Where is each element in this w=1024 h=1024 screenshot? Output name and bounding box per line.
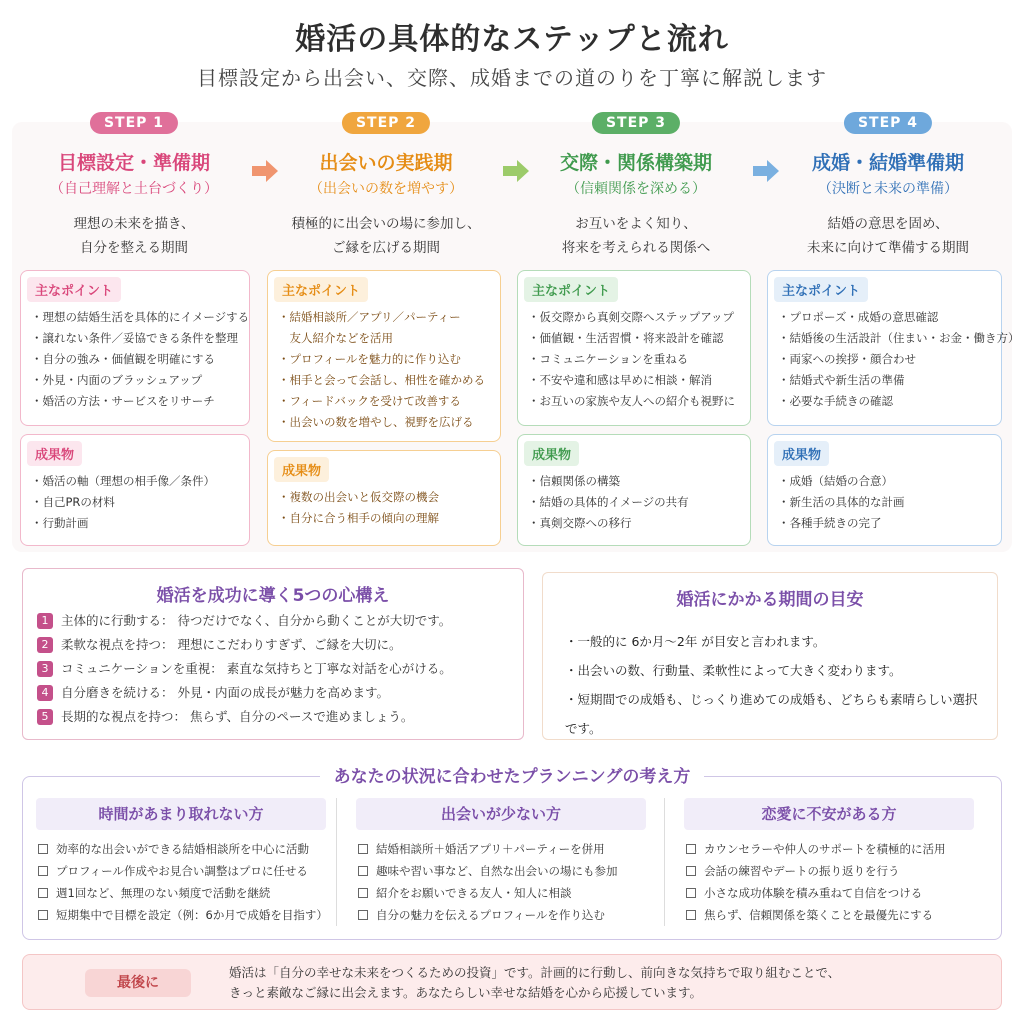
list-item: ・自分の強み・価値観を明確にする (31, 352, 215, 366)
mindset-text: 主体的に行動する： 待つだけでなく、自分から動くことが大切です。 (61, 613, 452, 628)
step-1-description (14, 212, 254, 260)
step-2-title: 出会いの実践期 (319, 152, 453, 174)
list-item: ・お互いの家族や友人への紹介も視野に (528, 394, 735, 408)
list-item (358, 904, 646, 926)
page-title: 婚活の具体的なステップと流れ (295, 22, 729, 57)
list-item (358, 838, 646, 860)
list-item: ・信頼関係の構築 (528, 474, 620, 488)
step-1-points-box (20, 270, 250, 426)
planning-title-text: あなたの状況に合わせたプランニングの考え方 (320, 767, 705, 787)
planning-column-few-encounters (356, 798, 646, 926)
mindset-text: コミュニケーションを重視： 素直な気持ちと丁寧な対話を心がける。 (61, 661, 452, 676)
step-4-badge: STEP 4 (844, 112, 932, 134)
list-item (37, 633, 513, 657)
step-4-points-label: 主なポイント (774, 277, 868, 302)
number-badge: 4 (37, 685, 53, 701)
list-item: ・理想の結婚生活を具体的にイメージする (31, 310, 250, 324)
step-2-subtitle: （出会いの数を増やす） (309, 181, 463, 197)
step-4-points-box (767, 270, 1020, 426)
arrow-right-icon (503, 160, 529, 182)
step-4-results-box (767, 434, 1002, 546)
step-4-subtitle: （決断と未来の準備） (818, 181, 958, 197)
list-item (358, 882, 646, 904)
step-1-results-list (31, 471, 243, 534)
page-subtitle: 目標設定から出会い、交際、成婚までの道のりを丁寧に解説します (197, 66, 827, 90)
list-item (38, 904, 326, 926)
step-2-description (266, 212, 506, 260)
mindset-text: 自分磨きを続ける： 外見・内面の成長が魅力を高めます。 (61, 685, 389, 700)
list-item: ・プロフィールを魅力的に作り込む (278, 352, 461, 366)
checkbox-icon (38, 844, 48, 854)
arrow-right-icon (753, 160, 779, 182)
planning-list (684, 838, 974, 926)
final-line-1: 婚活は「自分の幸せな未来をつくるための投資」です。計画的に行動し、前向きな気持ちで取り組むことで、 (229, 965, 841, 980)
list-item: ・フィードバックを受けて改善する (278, 394, 461, 408)
checkbox-icon (358, 866, 368, 876)
step-3-desc-line2: 将来を考えられる関係へ (561, 240, 711, 256)
step-3-subtitle: （信頼関係を深める） (566, 181, 706, 197)
list-item: ・婚活の軸（理想の相手像／条件） (31, 474, 215, 488)
list-item (37, 705, 513, 729)
plan-text: 結婚相談所＋婚活アプリ＋パーティーを併用 (376, 842, 605, 856)
planning-column-heading: 時間があまり取れない方 (36, 798, 326, 830)
list-item: ・結婚式や新生活の準備 (778, 373, 905, 387)
list-item: ・結婚後の生活設計（住まい・お金・働き方） (778, 331, 1020, 345)
number-badge: 2 (37, 637, 53, 653)
list-item: ・行動計画 (31, 516, 89, 530)
planning-column-heading: 出会いが少ない方 (356, 798, 646, 830)
step-3-description (516, 212, 756, 260)
list-item (686, 904, 974, 926)
list-item: ・必要な手続きの確認 (778, 394, 893, 408)
list-item: ・不安や違和感は早めに相談・解消 (528, 373, 712, 387)
mindset-list (37, 609, 513, 729)
step-4-points-list (778, 307, 1020, 412)
step-1-title: 目標設定・準備期 (57, 152, 210, 174)
mindset-title: 婚活を成功に導く5つの心構え (156, 586, 390, 606)
list-item: ・新生活の具体的な計画 (778, 495, 905, 509)
mindset-panel (22, 568, 524, 740)
plan-text: 短期集中で目標を設定（例：6か月で成婚を目指す） (56, 908, 328, 922)
final-line-2: きっと素敵なご縁に出会えます。あなたらしい幸せな結婚を心から応援しています。 (229, 985, 703, 1000)
list-item: ・外見・内面のブラッシュアップ (31, 373, 203, 387)
checkbox-icon (38, 866, 48, 876)
plan-text: 趣味や習い事など、自然な出会いの場にも参加 (376, 864, 618, 878)
planning-list (356, 838, 646, 926)
list-item (37, 681, 513, 705)
list-item: ・真剣交際への移行 (528, 516, 632, 530)
list-item: ・価値観・生活習慣・将来設計を確認 (528, 331, 724, 345)
list-item (37, 609, 513, 633)
arrow-right-icon (252, 160, 278, 182)
mindset-text: 長期的な視点を持つ： 焦らず、自分のペースで進めましょう。 (61, 709, 414, 724)
list-item: ・両家への挨拶・顔合わせ (778, 352, 916, 366)
step-2-desc-line2: ご縁を広げる期間 (332, 240, 440, 256)
list-item: ・結婚相談所／アプリ／パーティー (278, 310, 461, 324)
step-3-results-box (517, 434, 751, 546)
step-2-points-list (278, 307, 494, 433)
plan-text: 焦らず、信頼関係を築くことを最優先にする (704, 908, 934, 922)
step-3-points-box (517, 270, 751, 426)
number-badge: 5 (37, 709, 53, 725)
list-item: ・複数の出会いと仮交際の機会 (278, 490, 439, 504)
period-list (565, 627, 987, 743)
final-message-panel (22, 954, 1002, 1010)
list-item: ・成婚（結婚の合意） (778, 474, 893, 488)
list-item: ・プロポーズ・成婚の意思確認 (778, 310, 939, 324)
step-1-desc-line2: 自分を整える期間 (80, 240, 188, 256)
step-4-description (768, 212, 1008, 260)
plan-text: 小さな成功体験を積み重ねて自信をつける (704, 886, 923, 900)
checkbox-icon (38, 910, 48, 920)
list-item: ・出会いの数、行動量、柔軟性によって大きく変わります。 (565, 663, 902, 678)
plan-text: 自分の魅力を伝えるプロフィールを作り込む (376, 908, 605, 922)
list-item (38, 838, 326, 860)
checkbox-icon (686, 910, 696, 920)
final-text (229, 963, 840, 1003)
list-item: ・相手と会って会話し、相性を確かめる (278, 373, 485, 387)
step-2-results-label: 成果物 (274, 457, 329, 482)
step-3-badge: STEP 3 (592, 112, 680, 134)
mindset-text: 柔軟な視点を持つ： 理想にこだわりすぎず、ご縁を大切に。 (61, 637, 402, 652)
plan-text: 効率的な出会いができる結婚相談所を中心に活動 (56, 842, 309, 856)
step-1-subtitle: （自己理解と土台づくり） (50, 181, 218, 197)
step-2-desc-line1: 積極的に出会いの場に参加し、 (291, 216, 481, 232)
step-4-results-list (778, 471, 995, 534)
planning-column-busy (36, 798, 326, 926)
planning-list (36, 838, 326, 926)
list-item: ・出会いの数を増やし、視野を広げる (278, 415, 474, 429)
list-item: ・短期間での成婚も、じっくり進めての成婚も、どちらも素晴らしい選択です。 (565, 692, 978, 736)
list-item: 友人紹介などを活用 (278, 331, 393, 345)
step-3-points-label: 主なポイント (524, 277, 618, 302)
step-4-title: 成婚・結婚準備期 (811, 152, 964, 174)
final-tag: 最後に (85, 969, 191, 997)
step-2-badge: STEP 2 (342, 112, 430, 134)
list-item (686, 882, 974, 904)
list-item: ・自己PRの材料 (31, 495, 115, 509)
number-badge: 3 (37, 661, 53, 677)
checkbox-icon (358, 844, 368, 854)
list-item: ・各種手続きの完了 (778, 516, 882, 530)
planning-column-heading: 恋愛に不安がある方 (684, 798, 974, 830)
list-item (686, 838, 974, 860)
plan-text: 週1回など、無理のない頻度で活動を継続 (56, 886, 271, 900)
period-title: 婚活にかかる期間の目安 (676, 590, 864, 610)
step-3-desc-line1: お互いをよく知り、 (575, 216, 697, 232)
step-1-results-box (20, 434, 250, 546)
planning-column-anxious (684, 798, 974, 926)
list-item (686, 860, 974, 882)
planning-title (0, 762, 1024, 787)
divider (336, 798, 337, 926)
list-item: ・一般的に 6か月〜2年 が目安と言われます。 (565, 634, 826, 649)
step-1-desc-line1: 理想の未来を描き、 (73, 216, 195, 232)
list-item (38, 860, 326, 882)
list-item (358, 860, 646, 882)
step-3-title: 交際・関係構築期 (559, 152, 712, 174)
step-3-results-list (528, 471, 744, 534)
divider (664, 798, 665, 926)
checkbox-icon (686, 866, 696, 876)
number-badge: 1 (37, 613, 53, 629)
step-3-points-list (528, 307, 744, 412)
step-2-results-list (278, 487, 494, 529)
checkbox-icon (358, 888, 368, 898)
checkbox-icon (358, 910, 368, 920)
step-1-results-label: 成果物 (27, 441, 82, 466)
list-item: ・コミュニケーションを重ねる (528, 352, 689, 366)
list-item (38, 882, 326, 904)
plan-text: 会話の練習やデートの振り返りを行う (704, 864, 900, 878)
checkbox-icon (686, 888, 696, 898)
plan-text: カウンセラーや仲人のサポートを積極的に活用 (704, 842, 946, 856)
step-1-points-label: 主なポイント (27, 277, 121, 302)
list-item: ・婚活の方法・サービスをリサーチ (31, 394, 215, 408)
checkbox-icon (38, 888, 48, 898)
step-1-points-list (31, 307, 250, 412)
step-2-results-box (267, 450, 501, 546)
step-3-results-label: 成果物 (524, 441, 579, 466)
period-panel (542, 572, 998, 740)
list-item: ・仮交際から真剣交際へステップアップ (528, 310, 734, 324)
step-4-desc-line2: 未来に向けて準備する期間 (807, 240, 969, 256)
step-1-badge: STEP 1 (90, 112, 178, 134)
step-4-results-label: 成果物 (774, 441, 829, 466)
step-2-points-box (267, 270, 501, 442)
step-4-desc-line1: 結婚の意思を固め、 (827, 216, 949, 232)
checkbox-icon (686, 844, 696, 854)
list-item: ・結婚の具体的イメージの共有 (528, 495, 689, 509)
list-item (37, 657, 513, 681)
step-2-points-label: 主なポイント (274, 277, 368, 302)
plan-text: 紹介をお願いできる友人・知人に相談 (376, 886, 572, 900)
list-item: ・譲れない条件／妥協できる条件を整理 (31, 331, 238, 345)
list-item: ・自分に合う相手の傾向の理解 (278, 511, 439, 525)
plan-text: プロフィール作成やお見合い調整はプロに任せる (56, 864, 308, 878)
